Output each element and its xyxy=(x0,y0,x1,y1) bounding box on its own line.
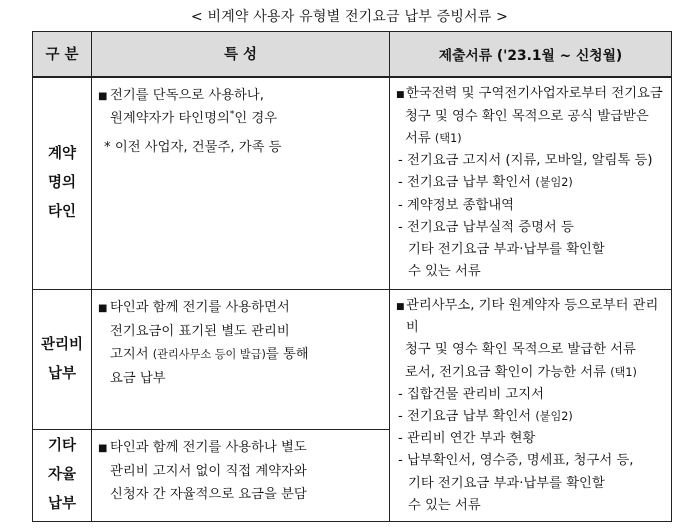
list-item-text: - 전기요금 납부실적 증명서 등 xyxy=(398,219,574,235)
list-item-text: - 전기요금 고지서 (지류, 모바일, 알림톡 등) xyxy=(398,153,653,169)
documents-heading-line: 청구 및 영수 확인 목적으로 공식 발급받은 xyxy=(405,108,649,124)
list-item-text: - 전기요금 납부 확인서 xyxy=(398,409,536,425)
list-item-note: (붙임2) xyxy=(535,410,573,424)
header-documents: 제출서류 ('23.1월 ~ 신청월) xyxy=(390,32,672,77)
list-item-text: - 집합건물 관리비 고지서 xyxy=(398,386,544,402)
category-text: 납부 xyxy=(47,496,76,513)
list-item-text: - 관리비 연간 부과 현황 xyxy=(398,431,536,447)
feature-line: 를 통해 xyxy=(265,347,309,362)
list-item-continuation: 수 있는 서류 xyxy=(408,264,481,280)
evidence-table xyxy=(32,31,672,522)
feature-text xyxy=(110,84,381,131)
category-text: 기타 xyxy=(47,438,76,455)
list-item xyxy=(396,406,665,428)
documents-heading-line xyxy=(396,128,665,150)
category-cell xyxy=(33,77,92,290)
square-bullet-icon: ■ xyxy=(396,302,405,312)
feature-line: 신청자 간 자율적으로 요금을 분담 xyxy=(110,487,307,503)
list-item xyxy=(396,150,665,172)
square-bullet-icon: ■ xyxy=(98,303,108,314)
documents-heading-line: 한국전력 및 구역전기사업자로부터 전기요금 xyxy=(406,85,663,101)
feature-bullet xyxy=(98,436,381,507)
feature-line: 고지서 xyxy=(110,347,153,362)
feature-line: 타인과 함께 전기를 사용하면서 xyxy=(110,300,290,315)
feature-cell xyxy=(92,77,390,290)
documents-heading xyxy=(396,83,665,106)
list-item xyxy=(396,450,665,472)
documents-heading-text: 로서, 전기요금 확인이 가능한 서류 xyxy=(405,364,611,380)
list-item-note: (붙임2) xyxy=(535,176,573,190)
documents-heading-line xyxy=(396,362,665,384)
feature-line: 전기를 단독으로 사용하나, xyxy=(110,87,264,103)
documents-cell xyxy=(390,77,672,290)
choose-one-note: (택1) xyxy=(610,365,637,379)
documents-cell xyxy=(390,290,672,522)
list-item-text: - 납부확인서, 영수증, 명세표, 청구서 등, xyxy=(398,453,634,469)
square-bullet-icon: ■ xyxy=(98,443,108,455)
document-title: < 비계약 사용자 유형별 전기요금 납부 증빙서류 > xyxy=(190,9,509,25)
feature-text xyxy=(110,296,381,390)
square-bullet-icon: ■ xyxy=(98,90,108,102)
feature-bullet xyxy=(98,84,381,131)
feature-line: 관리비 고지서 없이 직접 계약자와 xyxy=(110,463,307,479)
feature-cell xyxy=(92,290,390,430)
documents-heading-text: 서류 xyxy=(405,130,435,146)
list-item xyxy=(396,195,665,217)
list-item-continuation: 기타 전기요금 부과·납부를 확인할 xyxy=(408,475,605,491)
list-item xyxy=(396,428,665,450)
feature-line: 요금 납부 xyxy=(110,370,166,386)
list-item-continuation: 수 있는 서류 xyxy=(408,497,481,513)
documents-heading xyxy=(396,295,665,339)
footnote-marker: * xyxy=(229,109,235,120)
category-text: 계약 xyxy=(47,145,76,162)
feature-cell xyxy=(92,430,390,522)
list-item-continuation: 기타 전기요금 부과·납부를 확인할 xyxy=(408,241,605,257)
list-item-text: - 계약정보 종합내역 xyxy=(398,197,515,213)
list-item xyxy=(396,172,665,194)
choose-one-note: (택1) xyxy=(434,131,462,145)
list-item xyxy=(396,384,665,406)
footnote: * 이전 사업자, 건물주, 가족 등 xyxy=(104,139,282,155)
documents-heading-line: 관리사무소, 기타 원계약자 등으로부터 관리비 xyxy=(406,298,659,336)
category-cell xyxy=(33,430,92,522)
feature-line: 원계약자가 타인명의 xyxy=(110,111,230,126)
category-text: 자율 xyxy=(47,467,76,484)
category-text: 명의 xyxy=(47,174,76,191)
table-row xyxy=(33,77,672,290)
square-bullet-icon: ■ xyxy=(396,89,405,100)
header-category: 구 분 xyxy=(33,32,92,77)
table-row xyxy=(33,290,672,430)
header-feature: 특 성 xyxy=(92,32,390,77)
feature-line: 타인과 함께 전기를 사용하나 별도 xyxy=(110,440,307,456)
feature-line: 인 경우 xyxy=(234,111,278,126)
category-text: 납부 xyxy=(47,365,76,382)
list-item xyxy=(396,217,665,239)
table-header-row xyxy=(33,32,672,77)
category-text: 타인 xyxy=(47,203,76,220)
list-item-text: - 전기요금 납부 확인서 xyxy=(398,175,536,191)
feature-line: 전기요금이 표기된 별도 관리비 xyxy=(110,323,290,339)
feature-text xyxy=(110,436,381,507)
documents-heading-line: 청구 및 영수 확인 목적으로 발급한 서류 xyxy=(405,342,636,358)
feature-bullet xyxy=(98,296,381,390)
category-cell xyxy=(33,290,92,430)
category-text: 관리비 xyxy=(40,336,84,353)
feature-note: (관리사무소 등이 발급) xyxy=(152,348,266,361)
